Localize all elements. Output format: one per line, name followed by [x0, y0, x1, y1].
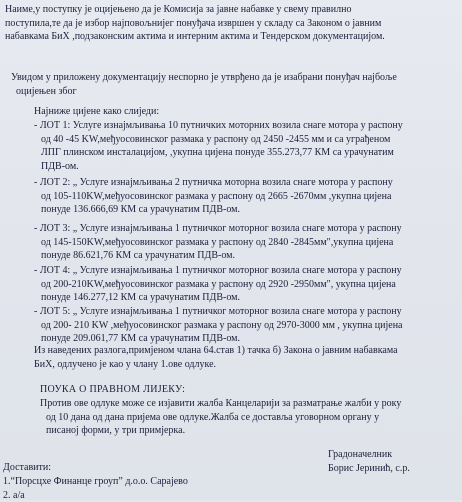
lot-line: ЛПГ плинском инсталацијом, ,укупна цијена понуде 355.273,77 КМ са урачунатим: [34, 146, 454, 160]
lot-line: од 145-150KW,међуосовинског размака у распону од 2840 -2845мм",укупна цијена: [34, 236, 454, 250]
lot-3: [34, 222, 454, 263]
lot-4: [34, 264, 454, 305]
review-line: Увидом у приложену документацију неспорно је утврђено да је изабрани понуђач најбоље: [11, 71, 451, 85]
legal-line: писаној форми, у три примјерка.: [40, 424, 455, 438]
lot-line: од 200-210KW,међуосовинског размака у распону од 2920 -2950мм", укупна цијена: [34, 278, 454, 292]
intro-line: поступила,те да је избор најповољнијег понуђача извршен у складу са Законом о јавним: [5, 17, 450, 31]
lot-line: - ЛОТ 5: „ Услуге изнајмљивања 1 путничког моторног возила снаге мотора у распону: [34, 305, 454, 319]
lot-line: - ЛОТ 1: Услуге изнајмљивања 10 путничких моторних возила снаге мотора у распону: [34, 119, 454, 133]
conclusion-line: БиХ, одлучено је као у члану 1.ове одлуке.: [34, 358, 454, 372]
review-line: оцијењен због: [11, 85, 451, 99]
intro-line: Наиме,у поступку је оцијењено да је Комисија за јавне набавке у свему правилно: [5, 3, 450, 17]
lot-5: [34, 305, 454, 346]
lot-line: понуде 136.666,69 КМ са урачунатим ПДВ-ом.: [34, 203, 454, 217]
lot-line: - ЛОТ 4: „ Услуге изнајмљивања 1 путничког моторног возила снаге мотора у распону: [34, 264, 454, 278]
lot-line: - ЛОТ 2: „ Услуге изнајмљивања 2 путничка моторна возила снаге мотора у распону: [34, 176, 454, 190]
conclusion-paragraph: [34, 344, 454, 371]
legal-remedy-title: ПОУКА О ПРАВНОМ ЛИЈЕКУ:: [40, 383, 185, 397]
legal-line: од 10 дана од дана пријема ове одлуке.Жалба се доставља уговорном органу у: [40, 411, 455, 425]
legal-remedy-paragraph: [40, 397, 455, 438]
lot-line: од 105-110KW,међуосовинског размака у распону од 2665 -2670мм ,укупна цијена: [34, 190, 454, 204]
lot-line: - ЛОТ 3: „ Услуге изнајмљивања 1 путничког моторног возила снаге мотора у распону: [34, 222, 454, 236]
lot-line: понуде 209.061,77 КМ са урачунатим ПДВ-ом.: [34, 332, 454, 346]
lot-2: [34, 176, 454, 217]
intro-line: набавкама БиХ ,подзаконским актима и интерним актима и Тендерском документацијом.: [5, 30, 450, 44]
lot-line: ПДВ-ом.: [34, 160, 454, 174]
lot-1: [34, 119, 454, 173]
lowest-price-heading: Најниже цијене како слиједи:: [34, 105, 434, 119]
review-paragraph: [11, 71, 451, 98]
signature-title: Градоначелник: [328, 448, 392, 462]
lot-line: понуде 146.277,12 КМ са урачунатим ПДВ-ом.: [34, 291, 454, 305]
delivery-title: Доставити:: [3, 461, 51, 475]
signature-name: Борис Јеринић, с.р.: [328, 462, 410, 476]
lot-line: од 200- 210 KW ,међуосовинског размака у распону од 2970-3000 мм , укупна цијена: [34, 319, 454, 333]
conclusion-line: Из наведених разлога,примјеном члана 64.став 1) тачка б) Закона о јавним набавкама: [34, 344, 454, 358]
lot-line: од 40 -45 KW,међуосовинског размака у распону од 2450 -2455 мм и са уграђеном: [34, 133, 454, 147]
delivery-item: 1.“Порсцхе Финанце гроуп” д.о.о. Сарајево: [3, 475, 303, 489]
delivery-list: [3, 475, 303, 502]
delivery-item: 2. а/а: [3, 489, 303, 502]
intro-paragraph: [5, 3, 450, 44]
legal-line: Против ове одлуке може се изјавити жалба Канцеларији за разматрање жалби у року: [40, 397, 455, 411]
lot-line: понуде 86.621,76 КМ са урачунатим ПДВ-ом.: [34, 249, 454, 263]
